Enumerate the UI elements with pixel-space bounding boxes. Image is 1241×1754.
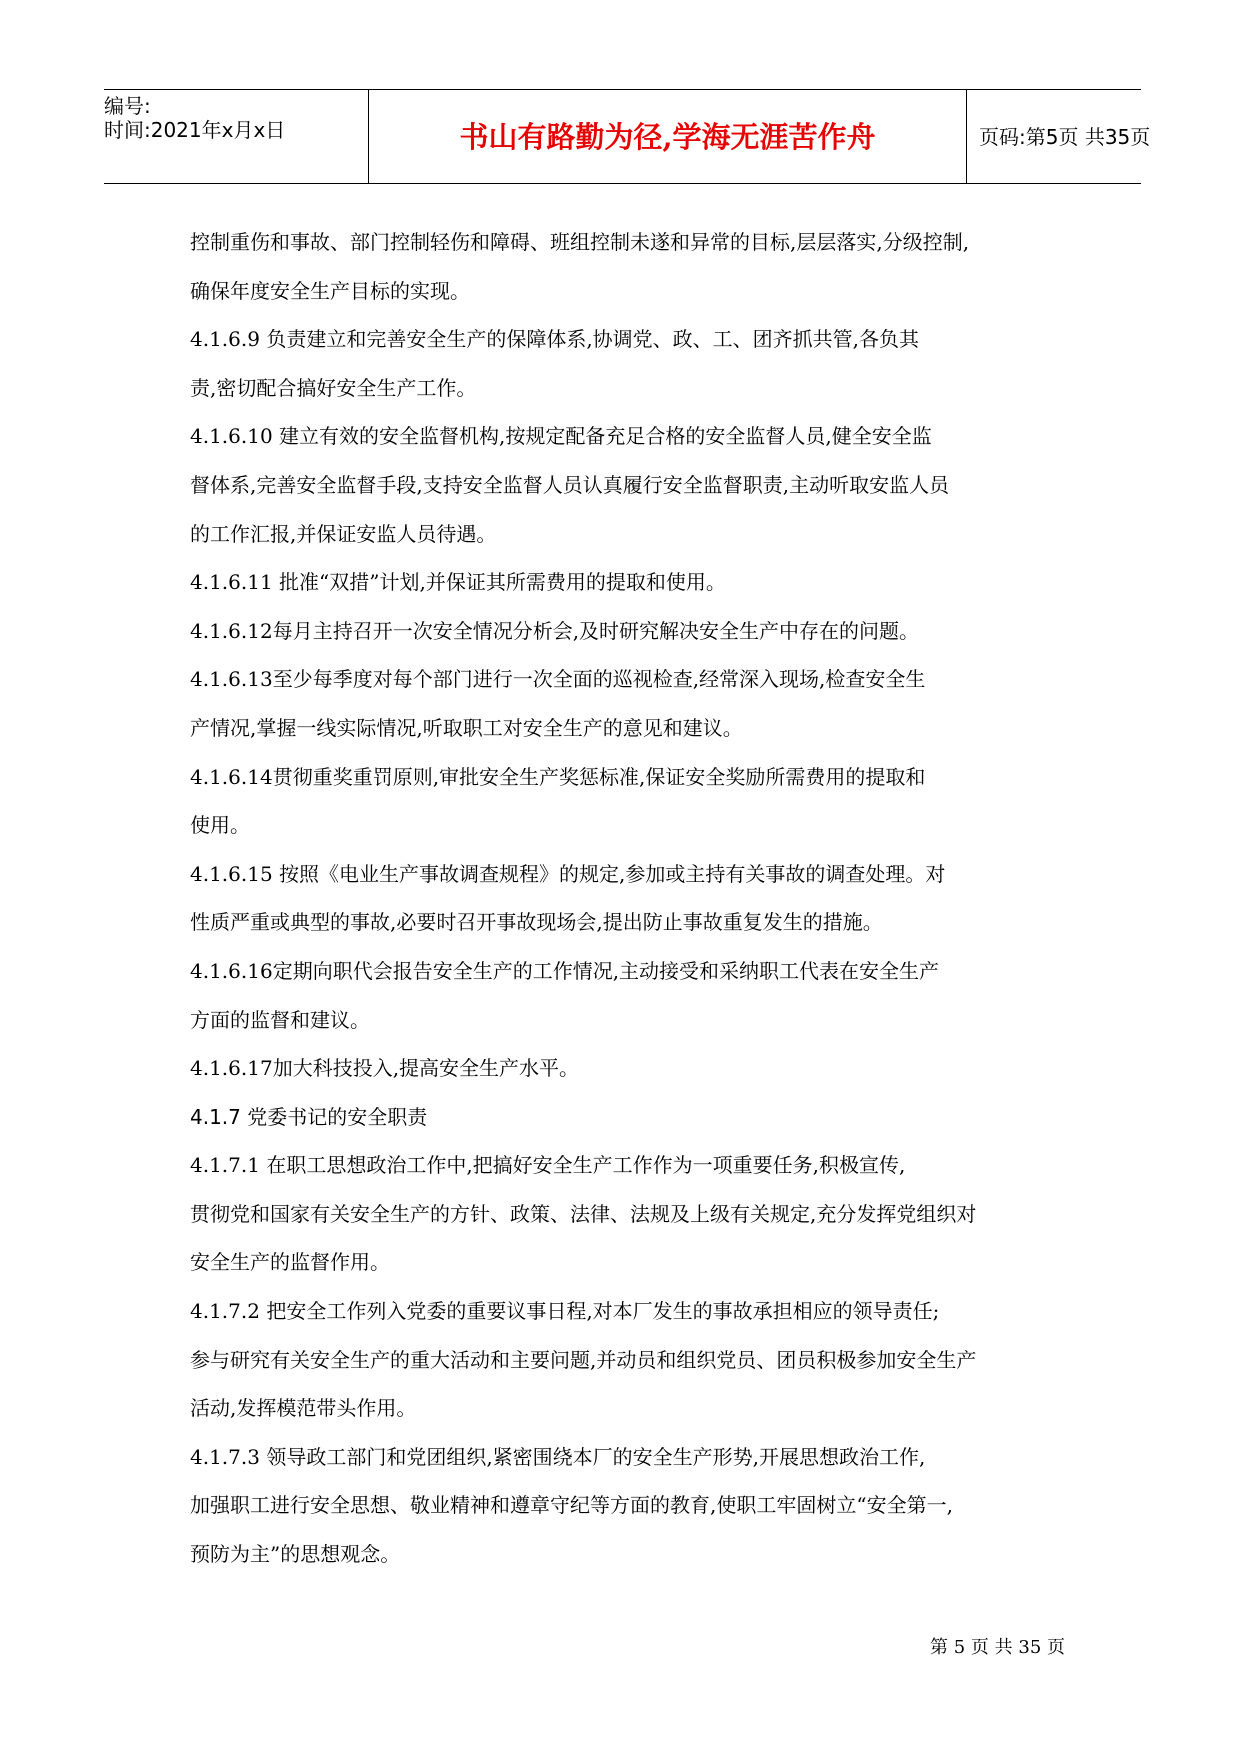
header-motto: 书山有路勤为径,学海无涯苦作舟 xyxy=(459,120,876,154)
page-header xyxy=(104,89,1151,184)
clause-4-1-7-1: 4.1.7.1 在职工思想政治工作中,把搞好安全生产工作作为一项重要任务,积极宣传, xyxy=(190,1153,906,1178)
clause-4-1-7-3: 4.1.7.3 领导政工部门和党团组织,紧密围绕本厂的安全生产形势,开展思想政治工作, xyxy=(190,1444,926,1469)
clause-4-1-6-12: 4.1.6.12每月主持召开一次安全情况分析会,及时研究解决安全生产中存在的问题。 xyxy=(190,618,920,643)
header-page-reference: 页码:第5页 共35页 xyxy=(979,125,1151,149)
body-line: 控制重伤和事故、部门控制轻伤和障碍、班组控制未遂和异常的目标,层层落实,分级控制, xyxy=(190,230,970,254)
clause-4-1-6-13: 4.1.6.13至少每季度对每个部门进行一次全面的巡视检查,经常深入现场,检查安全生 xyxy=(190,667,926,692)
clause-4-1-6-11: 4.1.6.11 批准“双措”计划,并保证其所需费用的提取和使用。 xyxy=(190,570,726,595)
clause-4-1-6-10: 4.1.6.10 建立有效的安全监督机构,按规定配备充足合格的安全监督人员,健全安全监 xyxy=(190,424,932,449)
body-line: 加强职工进行安全思想、敬业精神和遵章守纪等方面的教育,使职工牢固树立“安全第一, xyxy=(190,1493,953,1518)
body-line: 产情况,掌握一线实际情况,听取职工对安全生产的意见和建议。 xyxy=(190,715,743,740)
body-line: 参与研究有关安全生产的重大活动和主要问题,并动员和组织党员、团员积极参加安全生产 xyxy=(190,1347,977,1372)
body-line: 的工作汇报,并保证安监人员待遇。 xyxy=(190,521,497,546)
body-line: 贯彻党和国家有关安全生产的方针、政策、法律、法规及上级有关规定,充分发挥党组织对 xyxy=(190,1201,977,1226)
clause-4-1-6-16: 4.1.6.16定期向职代会报告安全生产的工作情况,主动接受和采纳职工代表在安全生产 xyxy=(190,958,940,983)
header-info-cell xyxy=(104,90,369,183)
header-page-cell xyxy=(967,90,1151,183)
clause-4-1-6-15: 4.1.6.15 按照《电业生产事故调查规程》的规定,参加或主持有关事故的调查处理。对 xyxy=(190,861,946,886)
document-number-label: 编号: xyxy=(104,94,151,118)
clause-4-1-6-9: 4.1.6.9 负责建立和完善安全生产的保障体系,协调党、政、工、团齐抓共管,各负其 xyxy=(190,327,920,352)
body-line: 性质严重或典型的事故,必要时召开事故现场会,提出防止事故重复发生的措施。 xyxy=(190,910,883,935)
body-line: 活动,发挥模范带头作用。 xyxy=(190,1396,417,1421)
body-line: 使用。 xyxy=(190,813,250,838)
section-heading-4-1-7: 4.1.7 党委书记的安全职责 xyxy=(190,1104,428,1129)
body-line: 方面的监督和建议。 xyxy=(190,1007,370,1032)
page-footer: 第 5 页 共 35 页 xyxy=(930,1637,1065,1658)
body-line: 责,密切配合搞好安全生产工作。 xyxy=(190,375,477,400)
document-time-label: 时间:2021年x月x日 xyxy=(104,118,286,142)
body-line: 安全生产的监督作用。 xyxy=(190,1250,390,1275)
body-line: 督体系,完善安全监督手段,支持安全监督人员认真履行安全监督职责,主动听取安监人员 xyxy=(190,472,950,497)
clause-4-1-7-2: 4.1.7.2 把安全工作列入党委的重要议事日程,对本厂发生的事故承担相应的领导责任; xyxy=(190,1299,940,1324)
body-line: 预防为主”的思想观念。 xyxy=(190,1542,401,1567)
clause-4-1-6-17: 4.1.6.17加大科技投入,提高安全生产水平。 xyxy=(190,1056,580,1081)
body-line: 确保年度安全生产目标的实现。 xyxy=(190,278,470,303)
header-motto-cell xyxy=(369,90,967,183)
clause-4-1-6-14: 4.1.6.14贯彻重奖重罚原则,审批安全生产奖惩标准,保证安全奖励所需费用的提取和 xyxy=(190,764,926,789)
document-body xyxy=(190,218,1070,1579)
